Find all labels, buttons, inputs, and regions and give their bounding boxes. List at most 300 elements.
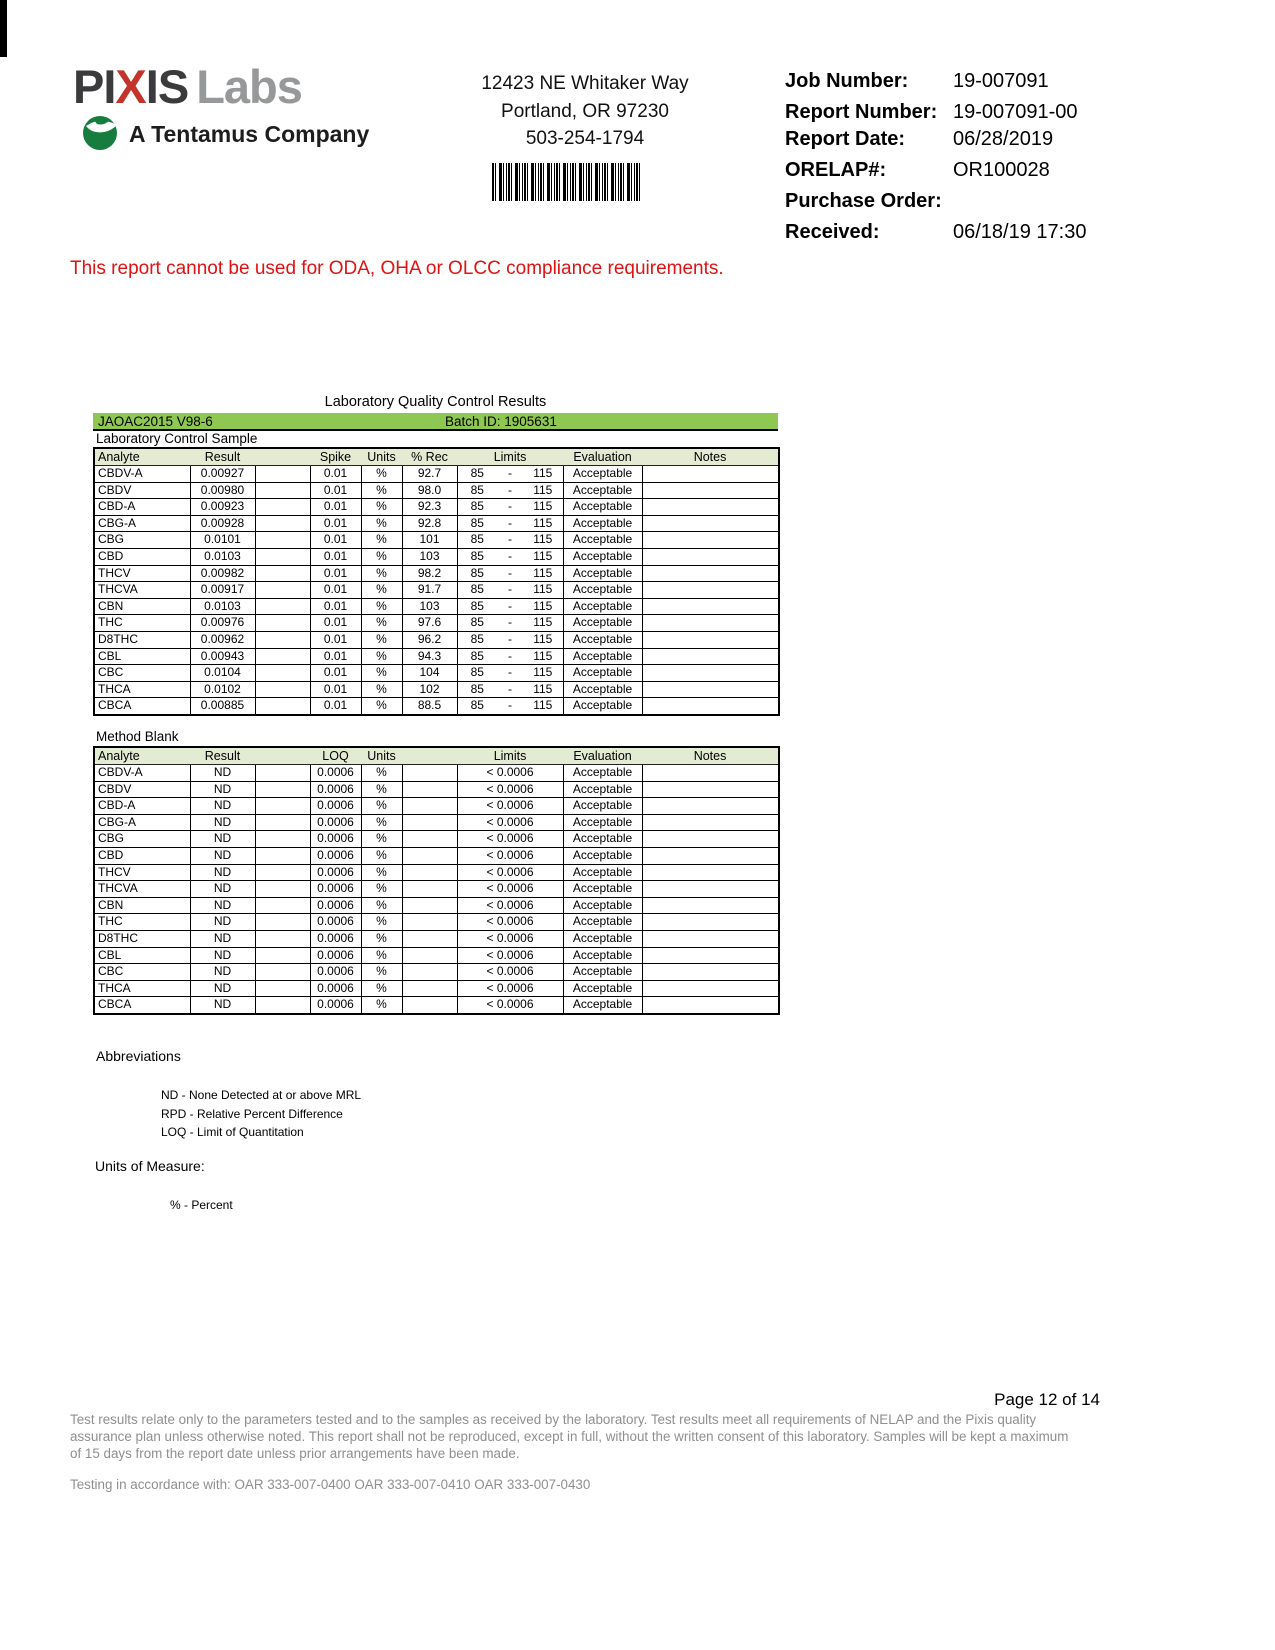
cell: 0.01 [310, 582, 361, 599]
cell: % [361, 631, 402, 648]
abbreviation-item: LOQ - Limit of Quantitation [161, 1125, 304, 1139]
cell: Acceptable [563, 598, 642, 615]
cell [402, 947, 457, 964]
cell: 115 [523, 598, 563, 615]
cell: % [361, 964, 402, 981]
cell: THCA [94, 980, 190, 997]
cell: CBD [94, 548, 190, 565]
cell: 98.0 [402, 482, 457, 499]
cell: 0.01 [310, 598, 361, 615]
table-row [94, 930, 779, 947]
cell: CBC [94, 665, 190, 682]
cell [642, 698, 779, 715]
barcode [492, 163, 640, 201]
cell [255, 798, 310, 815]
table-row [94, 914, 779, 931]
table-row [94, 681, 779, 698]
table-row [94, 864, 779, 881]
cell [402, 964, 457, 981]
cell [255, 964, 310, 981]
table-row [94, 532, 779, 549]
address-line: 12423 NE Whitaker Way [481, 73, 689, 94]
report-date-value: 06/28/2019 [953, 128, 1054, 150]
cell: CBD-A [94, 499, 190, 516]
cell: CBDV [94, 781, 190, 798]
cell: - [497, 565, 523, 582]
cell [255, 615, 310, 632]
cell: % [361, 814, 402, 831]
table-row [94, 466, 779, 483]
cell: 0.00923 [190, 499, 255, 516]
cell: - [497, 598, 523, 615]
cell [642, 548, 779, 565]
cell: < 0.0006 [457, 914, 563, 931]
cell: 0.0101 [190, 532, 255, 549]
cell [642, 631, 779, 648]
cell: 0.01 [310, 681, 361, 698]
cell: 115 [523, 631, 563, 648]
cell: 85 [457, 698, 497, 715]
cell: 0.0006 [310, 897, 361, 914]
cell: 103 [402, 598, 457, 615]
cell: 0.0006 [310, 997, 361, 1014]
cell [255, 864, 310, 881]
cell [255, 565, 310, 582]
cell: 85 [457, 665, 497, 682]
cell: 0.0006 [310, 930, 361, 947]
cell [255, 681, 310, 698]
cell: Acceptable [563, 765, 642, 782]
scan-artifact [0, 0, 7, 57]
cell: 0.01 [310, 532, 361, 549]
cell [642, 930, 779, 947]
cell: Acceptable [563, 582, 642, 599]
pixis-labs-logo [73, 62, 302, 112]
cell: 85 [457, 631, 497, 648]
cell: CBD-A [94, 798, 190, 815]
cell: % [361, 914, 402, 931]
cell: 94.3 [402, 648, 457, 665]
cell [255, 997, 310, 1014]
cell: Acceptable [563, 798, 642, 815]
cell [642, 565, 779, 582]
cell: 85 [457, 532, 497, 549]
cell: 115 [523, 615, 563, 632]
cell: Acceptable [563, 615, 642, 632]
abbreviation-item: RPD - Relative Percent Difference [161, 1106, 343, 1121]
address-line: 503-254-1794 [525, 128, 645, 149]
cell: Acceptable [563, 698, 642, 715]
cell [255, 897, 310, 914]
method-batch-bar [93, 413, 778, 431]
cell [255, 648, 310, 665]
cell: 0.01 [310, 698, 361, 715]
col-header-units: Units [361, 448, 402, 466]
cell: < 0.0006 [457, 798, 563, 815]
cell: 0.0006 [310, 798, 361, 815]
cell: Acceptable [563, 930, 642, 947]
cell: 115 [523, 582, 563, 599]
cell: % [361, 499, 402, 516]
cell: < 0.0006 [457, 964, 563, 981]
table-row [94, 582, 779, 599]
cell: D8THC [94, 930, 190, 947]
cell [255, 665, 310, 682]
cell: 0.0006 [310, 947, 361, 964]
address-line: Portland, OR 97230 [501, 100, 669, 122]
cell: Acceptable [563, 814, 642, 831]
cell: - [497, 466, 523, 483]
cell: ND [190, 897, 255, 914]
cell: 115 [523, 532, 563, 549]
cell: 0.0006 [310, 781, 361, 798]
cell: Acceptable [563, 914, 642, 931]
cell: THCV [94, 565, 190, 582]
cell: D8THC [94, 631, 190, 648]
cell: 0.0006 [310, 864, 361, 881]
cell: - [497, 665, 523, 682]
cell: 0.0103 [190, 598, 255, 615]
cell [255, 947, 310, 964]
cell: 85 [457, 582, 497, 599]
cell: - [497, 548, 523, 565]
cell: ND [190, 997, 255, 1014]
orelap-label: ORELAP#: [785, 159, 887, 181]
mb-tbody [94, 765, 779, 1014]
cell: Acceptable [563, 482, 642, 499]
mb-section-label: Method Blank [96, 729, 179, 744]
logo-part: PI [73, 60, 116, 113]
cell: 115 [523, 466, 563, 483]
cell: - [497, 515, 523, 532]
cell: 115 [523, 665, 563, 682]
cell [642, 947, 779, 964]
table-row [94, 698, 779, 715]
cell: 0.01 [310, 515, 361, 532]
report-number-label: Report Number: [785, 101, 938, 123]
cell: % [361, 947, 402, 964]
cell: ND [190, 964, 255, 981]
cell: 85 [457, 598, 497, 615]
abbreviations-title: Abbreviations [96, 1048, 181, 1064]
table-row [94, 565, 779, 582]
table-row [94, 548, 779, 565]
lab-address [420, 70, 750, 153]
lcs-header-row [94, 448, 779, 466]
cell: ND [190, 765, 255, 782]
cell: CBG [94, 831, 190, 848]
col-header-analyte: Analyte [94, 448, 190, 466]
cell [642, 765, 779, 782]
cell: % [361, 482, 402, 499]
cell: Acceptable [563, 847, 642, 864]
cell: 0.00982 [190, 565, 255, 582]
tagline-text: A Tentamus Company [129, 121, 370, 147]
cell: % [361, 698, 402, 715]
table-row [94, 947, 779, 964]
table-row [94, 482, 779, 499]
cell [255, 881, 310, 898]
col-header-loq: LOQ [310, 747, 361, 765]
cell: ND [190, 814, 255, 831]
col-header-blank [255, 448, 310, 466]
cell: ND [190, 864, 255, 881]
cell: 85 [457, 499, 497, 516]
col-header-spike: Spike [310, 448, 361, 466]
job-number-label: Job Number: [785, 70, 909, 92]
cell: 115 [523, 698, 563, 715]
cell [255, 631, 310, 648]
logo-part: Labs [196, 60, 302, 113]
cell: 0.0006 [310, 831, 361, 848]
cell [255, 548, 310, 565]
table-row [94, 781, 779, 798]
cell: % [361, 615, 402, 632]
cell: < 0.0006 [457, 930, 563, 947]
table-row [94, 897, 779, 914]
orelap-value: OR100028 [953, 159, 1050, 181]
cell: < 0.0006 [457, 947, 563, 964]
cell: 115 [523, 648, 563, 665]
report-number-value: 19-007091-00 [953, 101, 1078, 123]
cell: CBDV-A [94, 765, 190, 782]
tentamus-tagline [80, 112, 369, 157]
job-info-row [785, 128, 1205, 151]
cell: % [361, 515, 402, 532]
cell [642, 798, 779, 815]
table-row [94, 847, 779, 864]
cell [255, 914, 310, 931]
cell: < 0.0006 [457, 897, 563, 914]
cell: Acceptable [563, 831, 642, 848]
cell [642, 466, 779, 483]
lcs-section-label: Laboratory Control Sample [96, 431, 258, 446]
job-info-row [785, 159, 1205, 182]
cell: % [361, 565, 402, 582]
cell: THCA [94, 681, 190, 698]
cell: 115 [523, 565, 563, 582]
cell [642, 964, 779, 981]
table-row [94, 980, 779, 997]
cell [255, 532, 310, 549]
cell: % [361, 466, 402, 483]
cell: ND [190, 980, 255, 997]
cell [402, 897, 457, 914]
report-date-label: Report Date: [785, 128, 906, 150]
col-header-result: Result [190, 747, 255, 765]
cell [255, 765, 310, 782]
cell: 115 [523, 482, 563, 499]
cell: CBDV [94, 482, 190, 499]
lcs-tbody [94, 466, 779, 715]
col-header-limits: Limits [457, 448, 563, 466]
cell [642, 881, 779, 898]
cell: Acceptable [563, 466, 642, 483]
cell: 85 [457, 615, 497, 632]
cell: 0.01 [310, 665, 361, 682]
cell: - [497, 615, 523, 632]
cell: 115 [523, 548, 563, 565]
cell: 92.7 [402, 466, 457, 483]
cell: THCVA [94, 881, 190, 898]
cell: 91.7 [402, 582, 457, 599]
cell: CBCA [94, 997, 190, 1014]
cell: 85 [457, 515, 497, 532]
cell: 115 [523, 499, 563, 516]
cell: 0.01 [310, 565, 361, 582]
logo-part: IS [145, 60, 189, 113]
received-label: Received: [785, 221, 880, 243]
cell [402, 881, 457, 898]
cell: 102 [402, 681, 457, 698]
cell: % [361, 881, 402, 898]
job-info-row [785, 221, 1205, 244]
col-header-rec: % Rec [402, 448, 457, 466]
cell: 0.01 [310, 548, 361, 565]
cell: 103 [402, 548, 457, 565]
cell: % [361, 532, 402, 549]
cell: Acceptable [563, 665, 642, 682]
cell: - [497, 582, 523, 599]
cell [255, 466, 310, 483]
cell: ND [190, 781, 255, 798]
cell: 0.0006 [310, 814, 361, 831]
cell: Acceptable [563, 947, 642, 964]
col-header-evaluation: Evaluation [563, 747, 642, 765]
cell [255, 814, 310, 831]
method-name: JAOAC2015 V98-6 [98, 414, 213, 429]
abbreviations-list [161, 1086, 361, 1142]
cell: 0.0103 [190, 548, 255, 565]
table-row [94, 964, 779, 981]
table-row [94, 881, 779, 898]
cell: < 0.0006 [457, 847, 563, 864]
cell: < 0.0006 [457, 881, 563, 898]
table-row [94, 515, 779, 532]
page-number: Page 12 of 14 [994, 1390, 1100, 1409]
cell [402, 864, 457, 881]
cell: % [361, 648, 402, 665]
cell: Acceptable [563, 499, 642, 516]
cell: CBN [94, 598, 190, 615]
cell: 0.00943 [190, 648, 255, 665]
cell: Acceptable [563, 997, 642, 1014]
col-header-units: Units [361, 747, 402, 765]
table-row [94, 798, 779, 815]
cell: 101 [402, 532, 457, 549]
cell: - [497, 698, 523, 715]
cell: % [361, 665, 402, 682]
cell: Acceptable [563, 864, 642, 881]
cell [642, 781, 779, 798]
cell [642, 997, 779, 1014]
tentamus-leaf-icon [80, 112, 120, 157]
cell: Acceptable [563, 781, 642, 798]
cell [642, 482, 779, 499]
cell: 0.0006 [310, 765, 361, 782]
cell: 115 [523, 515, 563, 532]
cell [255, 582, 310, 599]
received-value: 06/18/19 17:30 [953, 221, 1087, 243]
cell: % [361, 781, 402, 798]
cell: 0.0006 [310, 980, 361, 997]
cell: 0.00927 [190, 466, 255, 483]
cell [255, 847, 310, 864]
cell: CBC [94, 964, 190, 981]
batch-id: Batch ID: 1905631 [445, 414, 557, 429]
mb-table [93, 746, 780, 1015]
cell [255, 482, 310, 499]
table-row [94, 665, 779, 682]
table-row [94, 598, 779, 615]
cell: 0.01 [310, 648, 361, 665]
cell [642, 864, 779, 881]
cell [642, 681, 779, 698]
cell: CBG-A [94, 814, 190, 831]
cell [642, 615, 779, 632]
table-row [94, 499, 779, 516]
cell [402, 980, 457, 997]
cell [642, 499, 779, 516]
cell: 85 [457, 482, 497, 499]
cell: Acceptable [563, 548, 642, 565]
cell: % [361, 548, 402, 565]
cell [642, 582, 779, 599]
cell: 97.6 [402, 615, 457, 632]
cell: 115 [523, 681, 563, 698]
cell [255, 980, 310, 997]
cell [402, 798, 457, 815]
cell [255, 515, 310, 532]
cell [642, 980, 779, 997]
cell: 0.0006 [310, 847, 361, 864]
cell: 104 [402, 665, 457, 682]
units-of-measure-item: % - Percent [170, 1198, 233, 1212]
cell: ND [190, 831, 255, 848]
cell: 0.0006 [310, 964, 361, 981]
job-info [785, 70, 1205, 252]
col-header-blank [255, 747, 310, 765]
cell [402, 930, 457, 947]
cell: 85 [457, 548, 497, 565]
cell: % [361, 980, 402, 997]
cell [402, 814, 457, 831]
col-header-notes: Notes [642, 448, 779, 466]
cell [402, 831, 457, 848]
cell: CBG-A [94, 515, 190, 532]
cell: Acceptable [563, 515, 642, 532]
cell: % [361, 864, 402, 881]
table-row [94, 648, 779, 665]
cell: - [497, 681, 523, 698]
cell: 85 [457, 648, 497, 665]
cell: Acceptable [563, 881, 642, 898]
logo-part: X [115, 60, 146, 113]
cell [642, 648, 779, 665]
cell: Acceptable [563, 648, 642, 665]
table-row [94, 615, 779, 632]
cell [402, 847, 457, 864]
cell: - [497, 499, 523, 516]
cell: 0.00928 [190, 515, 255, 532]
cell: 88.5 [402, 698, 457, 715]
compliance-notice: This report cannot be used for ODA, OHA or OLCC compliance requirements. [70, 258, 724, 279]
table-row [94, 997, 779, 1014]
lcs-table [93, 447, 780, 716]
cell [402, 765, 457, 782]
cell: 92.3 [402, 499, 457, 516]
cell: 0.01 [310, 466, 361, 483]
